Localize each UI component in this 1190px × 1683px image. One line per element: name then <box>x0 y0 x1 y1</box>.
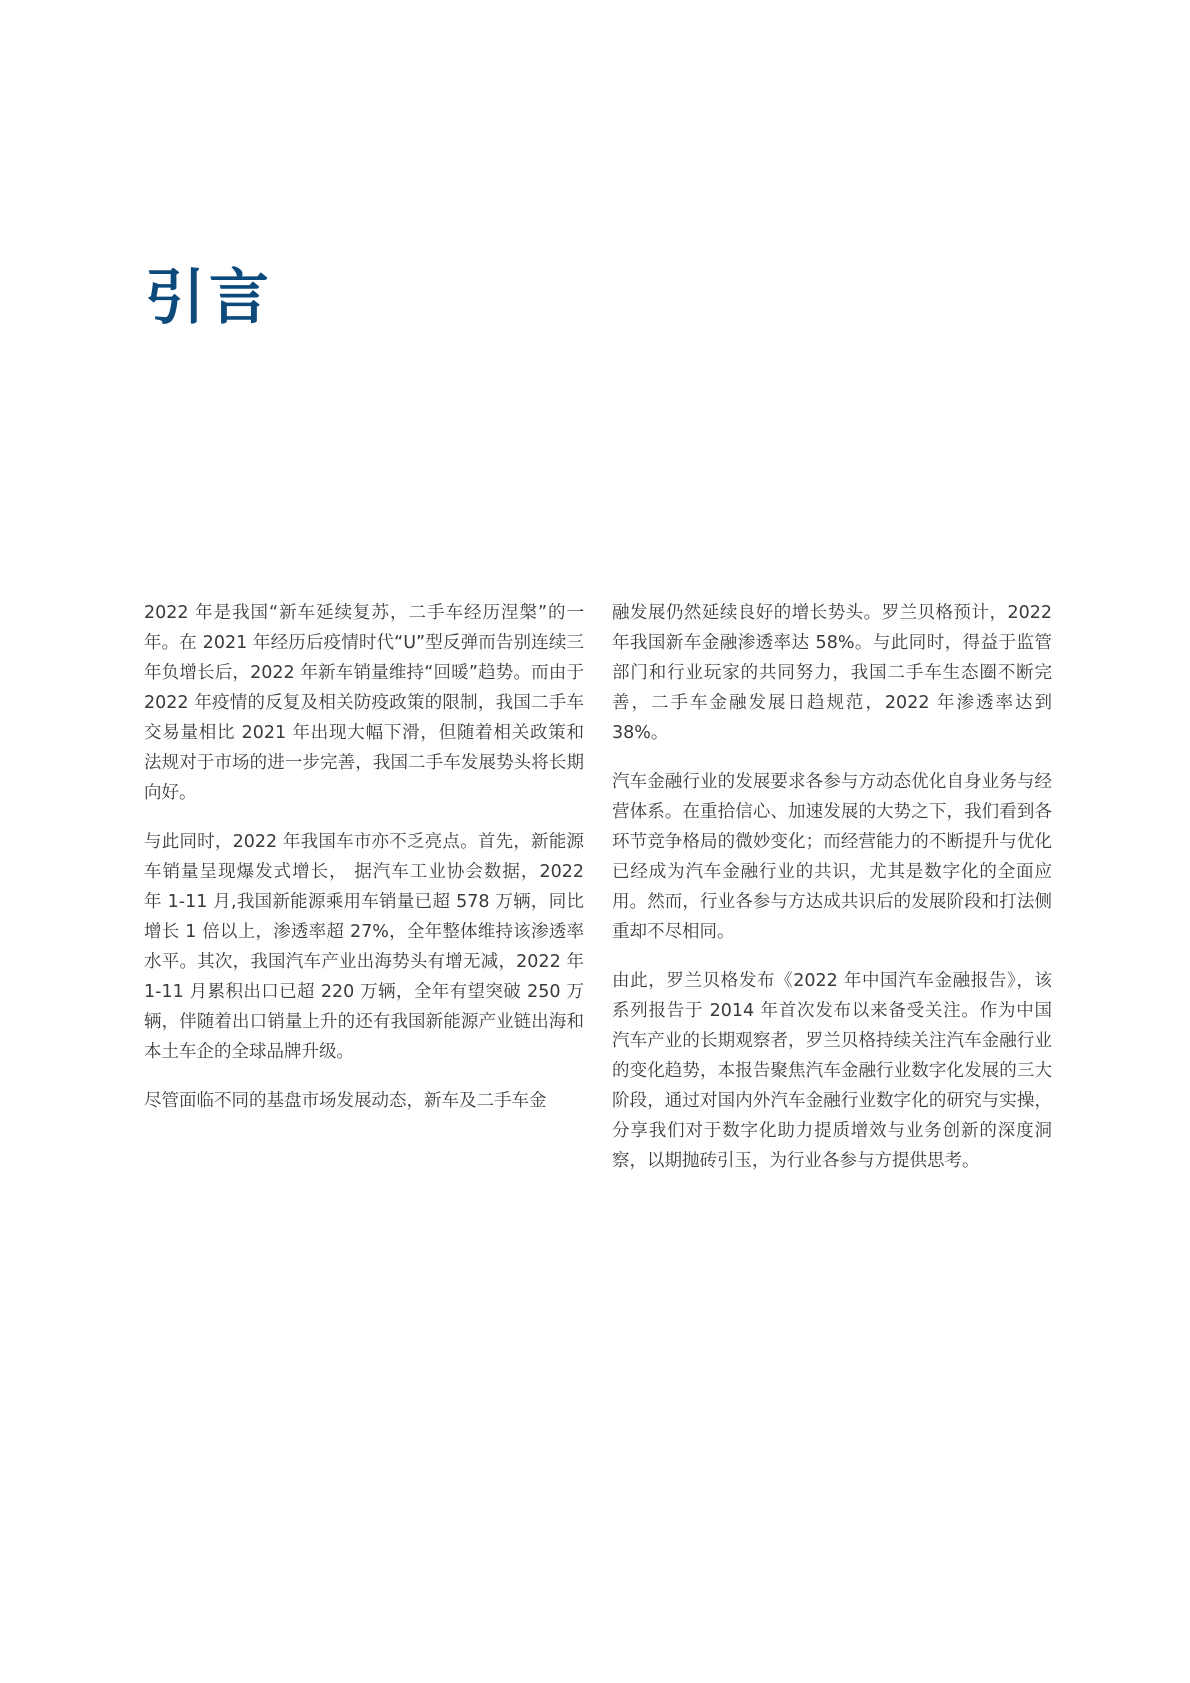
page-title: 引言 <box>145 263 273 333</box>
paragraph: 2022 年是我国“新车延续复苏，二手车经历涅槃”的一年。在 2021 年经历后疫情时代“U”型反弹而告别连续三年负增长后，2022 年新车销量维持“回暖”趋势。而由于 2022 年疫情的反复及相关防疫政策的限制，我国二手车交易量相比 2021 年出现大幅下滑，但随着相关政策和法规对于市场的进一步完善，我国二手车发展势头将长期向好。 <box>144 603 584 803</box>
paragraph: 融发展仍然延续良好的增长势头。罗兰贝格预计，2022 年我国新车金融渗透率达 58%。与此同时，得益于监管部门和行业玩家的共同努力，我国二手车生态圈不断完善，二手车金融发展日趋规范，2022 年渗透率达到 38%。 <box>612 603 1052 743</box>
right-text-column <box>612 598 1052 1195</box>
paragraph: 尽管面临不同的基盘市场发展动态，新车及二手车金 <box>144 1091 547 1111</box>
paragraph: 汽车金融行业的发展要求各参与方动态优化自身业务与经营体系。在重拾信心、加速发展的大势之下，我们看到各环节竞争格局的微妙变化；而经营能力的不断提升与优化已经成为汽车金融行业的共识，尤其是数字化的全面应用。然而，行业各参与方达成共识后的发展阶段和打法侧重却不尽相同。 <box>612 772 1052 942</box>
left-text-column <box>144 598 584 1135</box>
paragraph: 与此同时，2022 年我国车市亦不乏亮点。首先，新能源车销量呈现爆发式增长， 据汽车工业协会数据，2022 年 1-11 月,我国新能源乘用车销量已超 578 万辆，同比增长 1 倍以上，渗透率超 27%，全年整体维持该渗透率水平。其次，我国汽车产业出海势头有增无减，2022 年 1-11 月累积出口已超 220 万辆，全年有望突破 250 万辆，伴随着出口销量上升的还有我国新能源产业链出海和本土车企的全球品牌升级。 <box>144 832 584 1062</box>
paragraph: 由此，罗兰贝格发布《2022 年中国汽车金融报告》，该系列报告于 2014 年首次发布以来备受关注。作为中国汽车产业的长期观察者，罗兰贝格持续关注汽车金融行业的变化趋势，本报告聚焦汽车金融行业数字化发展的三大阶段，通过对国内外汽车金融行业数字化的研究与实操，分享我们对于数字化助力提质增效与业务创新的深度洞察，以期抛砖引玉，为行业各参与方提供思考。 <box>612 971 1052 1171</box>
